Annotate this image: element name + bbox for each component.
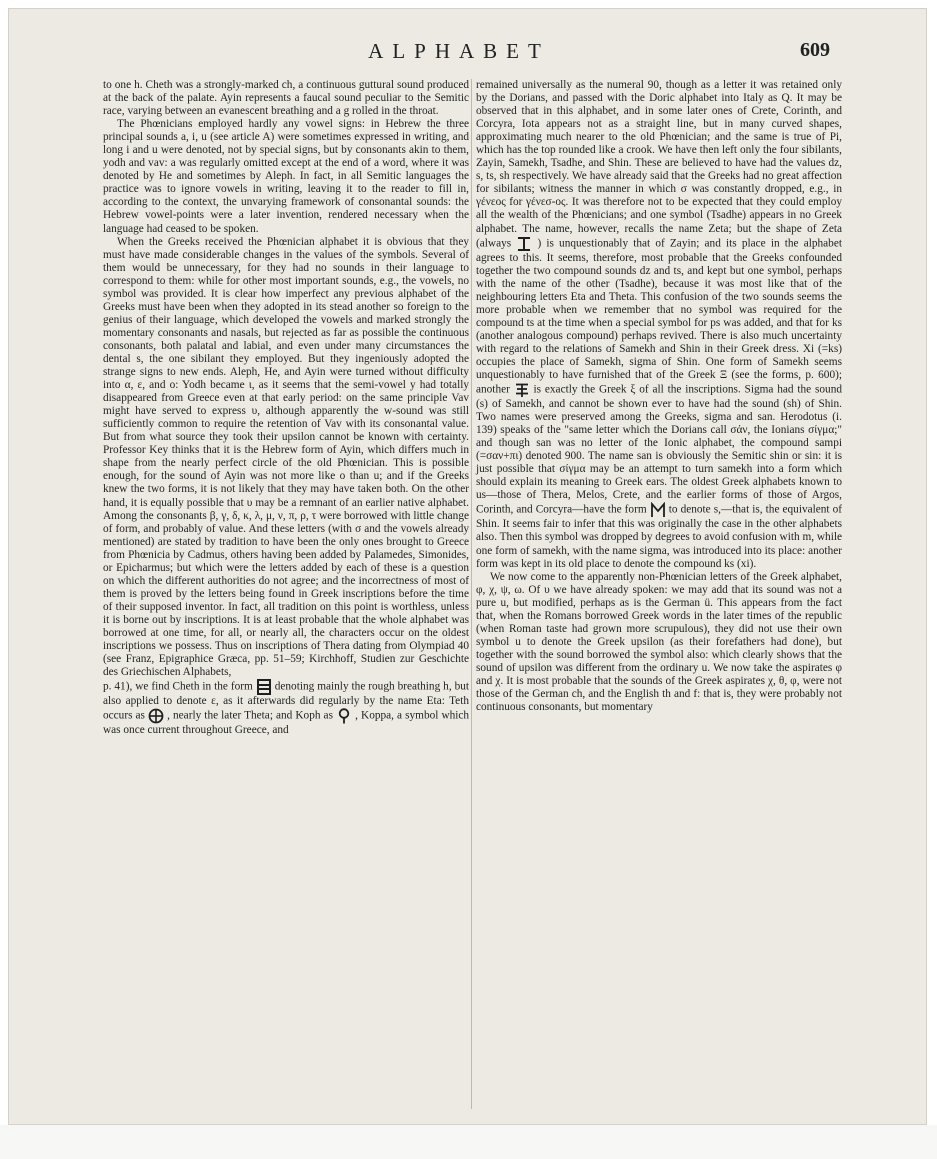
page-header [9, 39, 926, 69]
paragraph-with-glyphs [476, 79, 842, 571]
text-run: , nearly the later Theta; and Koph as [167, 709, 333, 722]
right-column [476, 79, 842, 714]
paragraph: to one h. Cheth was a strongly-marked ch, a continuous guttural sound produced at the back of the palate. Ayin represents a faucal sound peculiar to the Semitic race, varying between an evanescent breathing and a g rolled in the throat. [103, 79, 469, 118]
zeta-glyph-icon [516, 236, 532, 252]
cheth-glyph-icon [256, 679, 272, 695]
paragraph: When the Greeks received the Phœnician alphabet it is obvious that they must have made considerable changes in the values of the symbols. Several of them would be unnecessary, for they had no sounds in their language to correspond to them: while for other most important sounds, e.g., the vowels, no symbol was provided. It is clear how imperfect any previous alphabet of the Greeks must have been when they adopted in its stead another so foreign to the genius of their language, which developed the vowels and marked strongly the momentary consonants and nasals, but rejected as far as possible the continuous consonants, both palatal and labial, and even under many circumstances the dental s, the one sibilant they employed. But they ingeniously adopted the strange signs to new ends. Aleph, He, and Ayin were turned without difficulty into α, ε, and o: Yodh became ι, as it seems that the semi-vowel y had totally disappeared from Greece even at that early period: on the same principle Vav might have served to express υ, although apparently the w-sound was still sufficiently common to require the retention of Vav with its consonantal value. But from what source they took their upsilon cannot be known with certainty. Professor Key thinks that it is the Hebrew form of Ayin, which differs much in shape from the nearly perfect circle of the old Phœnician. This is possible enough, for the sound of Ayin was not more like o than u; and if the Greeks knew the two forms, it is not likely that they may have taken both. On the other hand, it is equally possible that υ may be a remnant of an earlier native alphabet. Among the consonants β, γ, δ, κ, λ, μ, ν, π, ρ, τ were borrowed with little change of form, and probably of value. And these letters (with σ and the vowels already mentioned) are stated by tradition to have been the only ones brought to Greece from Phœnicia by Cadmus, others having been added by Palamedes, Simonides, or Epicharmus; but which were the letters added by each of these is a question on which the different authorities do not agree; and the incorrectness of most of them is proved by the letters being found in Greek inscriptions before the time of their supposed inventor. In fact, all tradition on this point is worthless, unless it is borne out by inscriptions. It is at least probable that the whole alphabet was borrowed at one time, for all, or nearly all, the characters occur on the oldest inscriptions we possess. Thus on inscriptions of Thera dating from Olympiad 40 (see Franz, Epigraphice Græca, pp. 51–59; Kirchhoff, Studien zur Geschichte des Griechischen Alphabets, [103, 235, 469, 679]
left-column [103, 79, 469, 737]
theta-glyph-icon [148, 708, 164, 724]
paragraph: We now come to the apparently non-Phœnician letters of the Greek alphabet, φ, χ, ψ, ω. Of υ we have already spoken: we may add that its sound was not a pure u, but modified, perhaps as is the German ü. This appears from the fact that, when the Romans borrowed Greek words in the later times of the republic (when Roman taste had grown more scrupulous), they did not use their own symbol u to denote the Greek upsilon (as their forefathers had done), but together with the sound borrowed the symbol also: which clearly shows that the sound of upsilon was different from the ordinary u. We now take the aspirates φ and χ. It is most probable that the sounds of the Greek aspirates χ, θ, φ, were not those of the German ch, and the English th and f: that is, they were probably not continuous consonants, but momentary [476, 570, 842, 714]
running-head: ALPHABET [368, 39, 550, 63]
column-divider [471, 79, 472, 1109]
scan-margin [0, 1125, 937, 1159]
text-run: ) is unquestionably that of Zayin; and its place in the alphabet agrees to this. It seems, therefore, most probable that the Greeks confounded together the two compound sounds dz and ts, and kept but one symbol, perhaps with the name of the other (Tsadhe), because it was most like that of the neighbouring letters Eta and Theta. This confusion of the two sounds seems the more probable when we remember that no symbol was required for the compound ts at the time when a special symbol for ps was added, and that for ks (another analogous compound) perhaps revived. There is also much uncertainty with regard to the relations of Samekh and Shin in their Greek dress. Xi (=ks) occupies the place of Samekh, sigma of Shin. One form of Samekh seems unquestionably to have furnished that of the Greek Ξ (see the forms, p. 600); another [476, 237, 842, 396]
page-scan [8, 8, 927, 1125]
text-run: , Koppa, a symbol which was once current throughout Greece, and [103, 709, 470, 737]
koppa-glyph-icon [336, 708, 352, 724]
text-run: is exactly the Greek ξ of all the inscriptions. Sigma had the sound (s) of Samekh, and cannot be shown ever to have had the sound (sh) of Shin. Two names were preserved among the Greeks, sigma and san. Herodotus (i. 139) speaks of the "same letter which the Dorians call σάν, the Ionians σίγμα;" and though san was no letter of the Ionic alphabet, the compound sampi (=σαν+πι) denoted 900. The name san is obviously the Semitic shin or sin: it is just possible that σίγμα may be an attempt to turn samekh into a form which should explain its meaning to Greek ears. The oldest Greek alphabets known to us—those of Thera, Melos, Crete, and the earlier forms of those of Argos, Corinth, and Corcyra—have the form [476, 383, 842, 516]
text-run: p. 41), we find Cheth in the form [103, 680, 253, 693]
text-run: to denote s,—that is, the equivalent of Shin. It seems fair to infer that this was originally the case in the other alphabets also. Then this symbol was dropped by degrees to avoid confusion with m, while one form of samekh, with the name sigma, was introduced into its place: another form was kept in its old place to denote the compound ks (xi). [476, 504, 843, 570]
paragraph: The Phœnicians employed hardly any vowel signs: in Hebrew the three principal sounds a, i, u (see article A) were sometimes expressed in writing, and long i and u were denoted, not by special signs, but by consonants akin to them, yodh and vav: a was regularly omitted except at the end of a word, where it was denoted by He and sometimes by Aleph. In fact, in all Semitic languages the practice was to ignore vowels in writing, leaving it to the reader to fill in, according to the context, the unvarying framework of consonantal sounds: the Hebrew vowel-points were a later invention, rendered necessary when the language had ceased to be spoken. [103, 118, 469, 235]
san-glyph-icon [650, 502, 666, 518]
text-run: denoting mainly the rough breathing h, but also applied to denote ε, as it afterwards did regularly by the name Eta: Teth occurs as [103, 680, 470, 722]
text-run: remained universally as the numeral 90, though as a letter it was retained only by the Dorians, and passed with the Doric alphabet into Italy as Q. It may be observed that in this alphabet, and in some later ones of Crete, Corinth, and Corcyra, Iota appears not as a straight line, but in many curved shapes, approximating much nearer to the old Phœnician; and the same is true of Pi, which has the top rounded like a crook. We have then left only the four sibilants, Zayin, Samekh, Tsadhe, and Shin. These are believed to have had the values dz, s, ts, sh respectively. We have already said that the Greeks had no great affection for sibilants; witness the manner in which σ was constantly dropped, e.g., in γένεος for γένεσ-ος. It was therefore not to be expected that they could employ all the wealth of the Phœnicians; and one symbol (Tsadhe) appears in no Greek alphabet. The name, however, recalls the name Zeta; but the shape of Zeta (always [476, 79, 842, 250]
samekh-glyph-icon [514, 382, 530, 398]
page-number: 609 [800, 39, 830, 61]
paragraph-with-glyphs [103, 679, 469, 737]
